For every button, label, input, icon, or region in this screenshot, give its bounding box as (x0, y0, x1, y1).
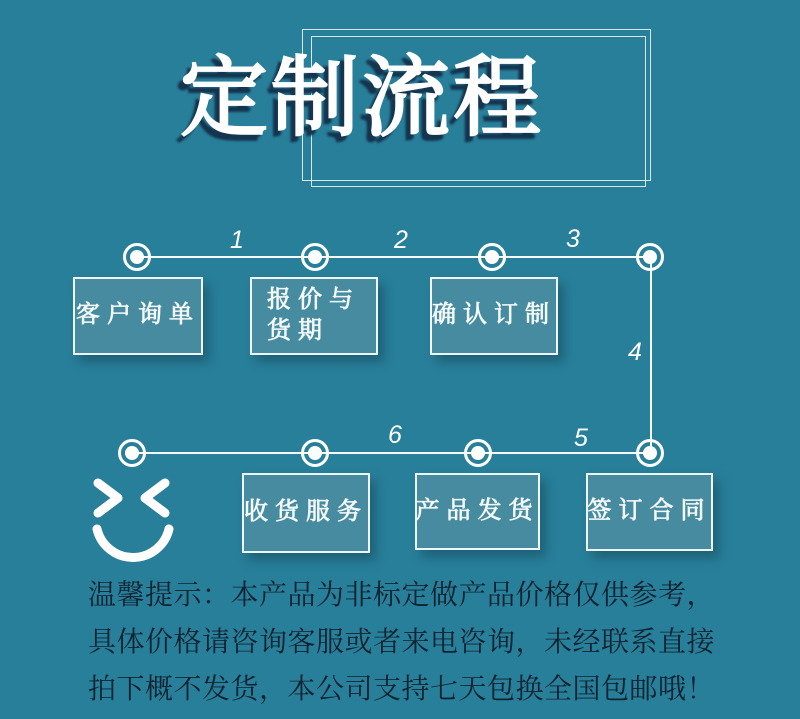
flow-node-7 (301, 439, 329, 467)
flow-node-6 (464, 439, 492, 467)
notice-text-block (88, 572, 748, 713)
notice-line-2: 具体价格请咨询客服或者来电咨询，未经联系直接 (88, 627, 716, 658)
segment-number-4: 4 (628, 338, 642, 366)
flow-node-3 (478, 243, 506, 271)
flow-node-5 (636, 439, 664, 467)
flow-box-customer-inquiry (73, 277, 203, 355)
flow-box-receiving-service (242, 473, 370, 553)
page-title: 定制流程 (180, 46, 545, 149)
winking-smiley-face-icon (85, 471, 180, 571)
flow-box-label: 客户询单 (76, 302, 200, 329)
flow-node-1 (123, 243, 151, 271)
flow-box-label: 产品发货 (415, 497, 540, 524)
flow-box-label: 货期 (267, 318, 329, 344)
flow-connector-right (650, 257, 652, 454)
flow-node-8 (118, 439, 146, 467)
segment-number-1: 1 (230, 226, 244, 254)
flow-box-sign-contract (586, 473, 713, 551)
flow-box-product-shipping (415, 473, 540, 550)
flow-box-quote-and-leadtime (250, 277, 378, 355)
flow-box-confirm-order (430, 277, 558, 355)
flow-box-label: 签订合同 (587, 498, 712, 525)
segment-number-3: 3 (566, 225, 580, 253)
segment-number-2: 2 (394, 226, 408, 254)
segment-number-6: 6 (388, 421, 402, 449)
flow-box-label: 报价与 (267, 286, 360, 313)
segment-number-5: 5 (574, 424, 588, 452)
notice-line-3: 拍下概不发货，本公司支持七天包换全国包邮哦！ (88, 674, 716, 705)
flow-node-2 (301, 243, 329, 271)
flow-connector-bottom (132, 452, 651, 454)
flow-connector-top (137, 256, 651, 258)
flow-node-4 (636, 243, 664, 271)
notice-line-1: 温馨提示：本产品为非标定做产品价格仅供参考， (88, 580, 716, 611)
flow-box-label: 收货服务 (244, 499, 368, 526)
flow-box-label: 确认订制 (432, 302, 556, 329)
